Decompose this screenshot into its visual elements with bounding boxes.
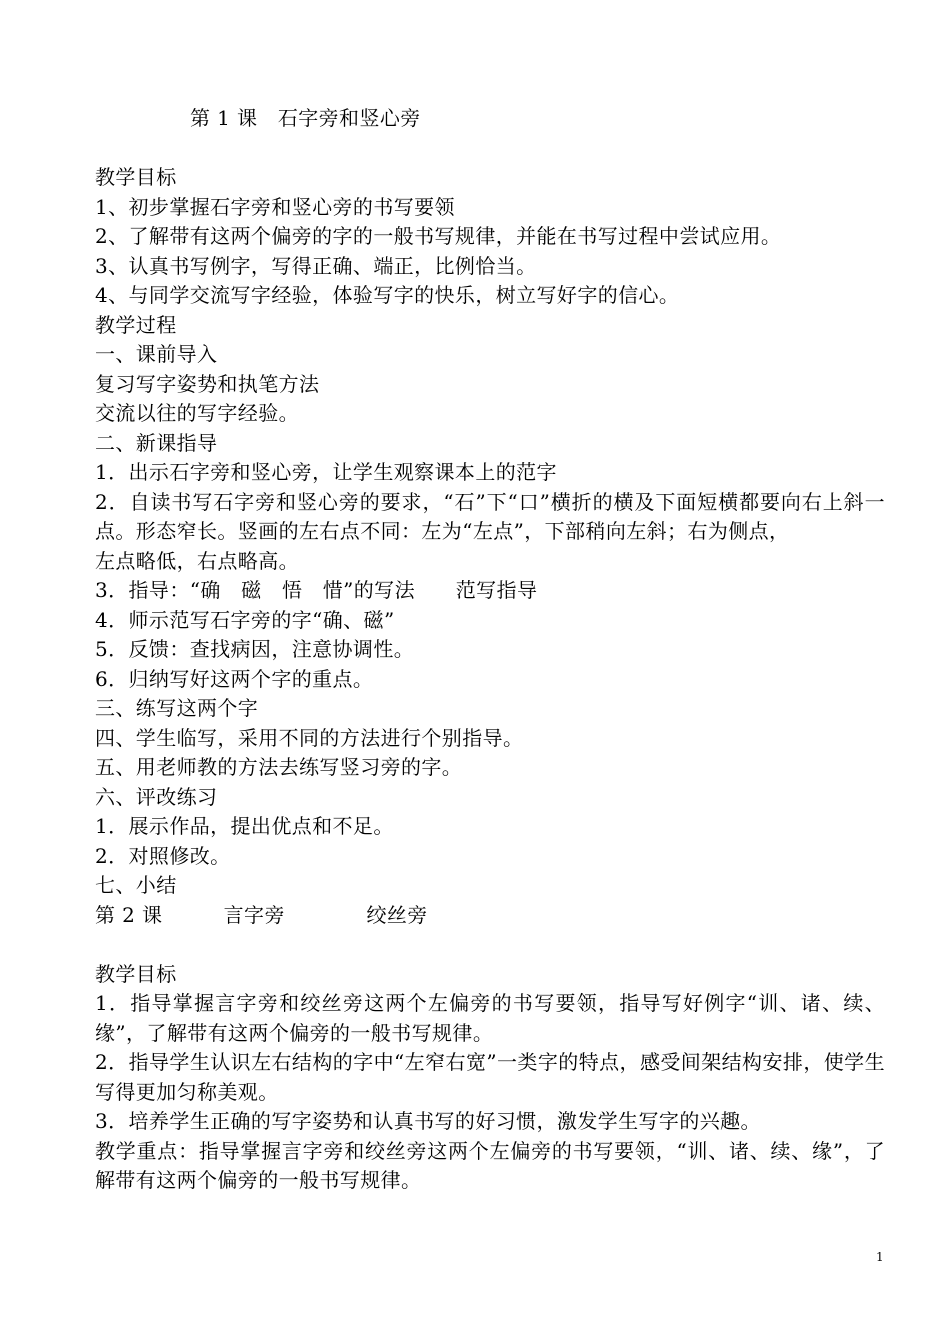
lesson2-goal: 2．指导学生认识左右结构的字中“左窄右宽”一类字的特点，感受间架结构安排，使学生写得更加匀称美观。 xyxy=(95,1050,885,1104)
lesson1-line: 左点略低，右点略高。 xyxy=(95,548,299,573)
lesson2-key-point: 教学重点：指导掌握言字旁和绞丝旁这两个左偏旁的书写要领，“训、诸、续、缘”，了解带有这两个偏旁的一般书写规律。 xyxy=(95,1138,885,1192)
lesson1-line: 二、新课指导 xyxy=(95,430,218,455)
lesson1-line: 3．指导：“确 磁 悟 惜”的写法 范写指导 xyxy=(95,578,538,602)
lesson1-goals-heading: 教学目标 xyxy=(95,165,177,189)
lesson1-line: 七、小结 xyxy=(95,873,177,897)
lesson1-line: 4．师示范写石字旁的字“确、磁” xyxy=(95,607,395,632)
lesson1-line: 五、用老师教的方法去练写竖习旁的字。 xyxy=(95,755,463,779)
lesson2-goal: 3．培养学生正确的写字姿势和认真书写的好习惯，激发学生写字的兴趣。 xyxy=(95,1109,761,1133)
lesson1-line: 6．归纳写好这两个字的重点。 xyxy=(95,666,374,691)
lesson1-line: 1．出示石字旁和竖心旁，让学生观察课本上的范字 xyxy=(95,460,557,484)
lesson1-line: 1．展示作品，提出优点和不足。 xyxy=(95,814,394,838)
lesson1-line: 三、练写这两个字 xyxy=(95,696,259,720)
lesson1-line: 2．自读书写石字旁和竖心旁的要求，“石”下“口”横折的横及下面短横都要向右上斜一点。形态窄长。竖画的左右点不同：左为“左点”，下部稍向左斜；右为侧点， xyxy=(95,489,885,543)
lesson1-goal: 3、认真书写例字，写得正确、端正，比例恰当。 xyxy=(95,253,537,278)
lesson1-line: 交流以往的写字经验。 xyxy=(95,401,299,425)
document-page xyxy=(95,104,885,1196)
lesson1-line: 2．对照修改。 xyxy=(95,843,231,868)
page-number: 1 xyxy=(876,1250,884,1264)
lesson1-line: 复习写字姿势和执笔方法 xyxy=(95,371,320,396)
lesson2-goal: 1．指导掌握言字旁和绞丝旁这两个左偏旁的书写要领，指导写好例字“训、诸、续、缘”，了解带有这两个偏旁的一般书写规律。 xyxy=(95,991,885,1045)
lesson1-title: 第 1 课 石字旁和竖心旁 xyxy=(190,106,421,130)
lesson1-line: 5．反馈：查找病因，注意协调性。 xyxy=(95,637,415,661)
lesson1-goal: 1、初步掌握石字旁和竖心旁的书写要领 xyxy=(95,194,455,219)
spacer xyxy=(95,134,885,164)
lesson1-goal: 4、与同学交流写字经验，体验写字的快乐，树立写好字的信心。 xyxy=(95,283,680,307)
spacer xyxy=(95,930,885,960)
lesson2-title: 第 2 课 言字旁 绞丝旁 xyxy=(95,902,428,927)
lesson1-process-heading: 教学过程 xyxy=(95,312,177,337)
lesson1-line: 四、学生临写，采用不同的方法进行个别指导。 xyxy=(95,725,524,750)
lesson1-goal: 2、了解带有这两个偏旁的字的一般书写规律，并能在书写过程中尝试应用。 xyxy=(95,224,782,248)
lesson2-goals-heading: 教学目标 xyxy=(95,961,177,986)
lesson1-line: 一、课前导入 xyxy=(95,342,218,366)
lesson1-line: 六、评改练习 xyxy=(95,784,218,809)
